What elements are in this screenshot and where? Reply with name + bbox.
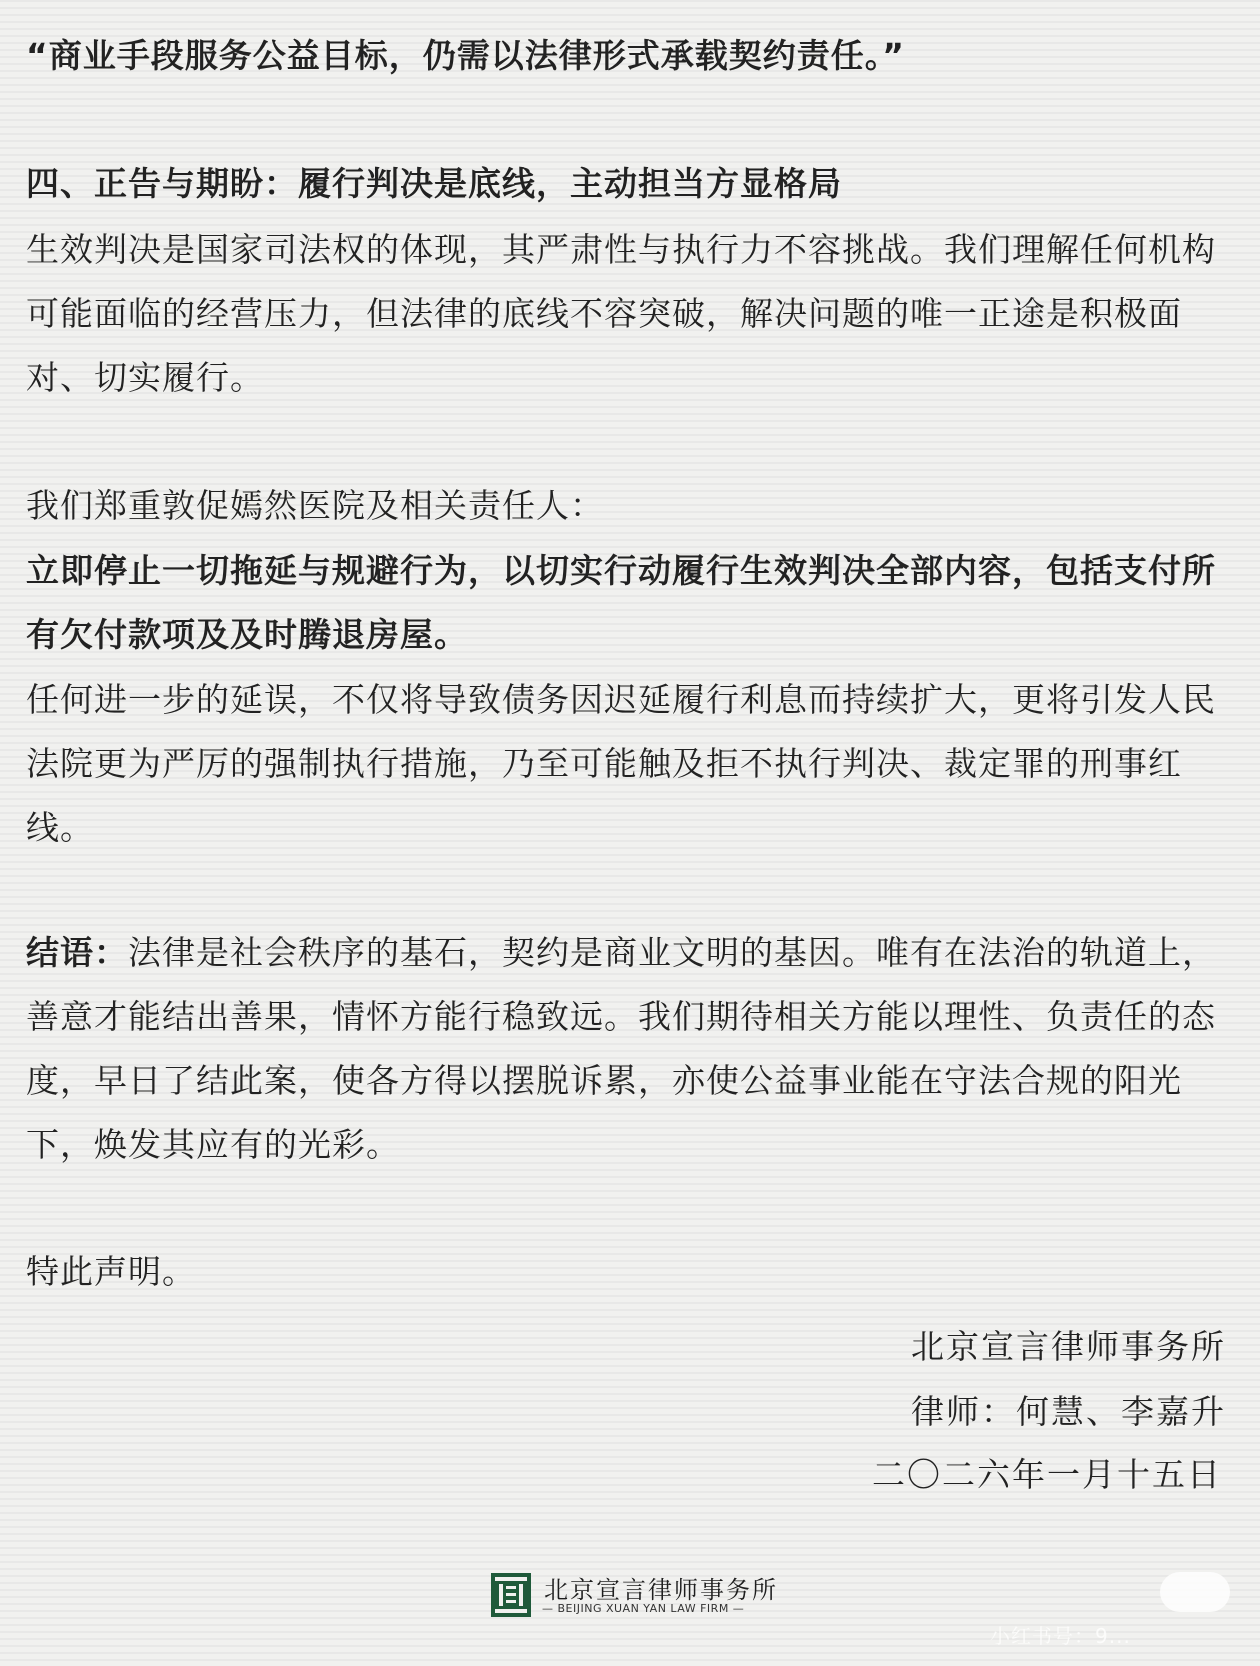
paragraph-warning: 任何进一步的延误，不仅将导致债务因迟延履行利息而持续扩大，更将引发人民法院更为严厉的强制执行措施，乃至可能触及拒不执行判决、裁定罪的刑事红线。 bbox=[26, 680, 1216, 847]
signature-firm: 北京宣言律师事务所 bbox=[911, 1327, 1226, 1366]
conclusion-body: 法律是社会秩序的基石，契约是商业文明的基因。唯有在法治的轨道上，善意才能结出善果，情怀方能行稳致远。我们期待相关方能以理性、负责任的态度，早日了结此案，使各方得以摆脱诉累，亦使公益事业能在守法合规的阳光下，焕发其应有的光彩。 bbox=[26, 933, 1216, 1164]
footer-firm-name-cn: 北京宣言律师事务所 bbox=[544, 1576, 778, 1604]
footer-firm-name-en: — BEIJING XUAN YAN LAW FIRM — bbox=[542, 1602, 745, 1615]
watermark-badge-icon bbox=[1160, 1572, 1230, 1612]
quote-text: “商业手段服务公益目标，仍需以法律形式承载契约责任。” bbox=[26, 36, 905, 75]
watermark-text: 小红书号：9... bbox=[990, 1624, 1131, 1648]
urge-intro: 我们郑重敦促嫣然医院及相关责任人： bbox=[26, 486, 604, 525]
signature-lawyers: 律师：何慧、李嘉升 bbox=[911, 1392, 1226, 1431]
conclusion-label: 结语： bbox=[26, 933, 128, 972]
urge-demand: 立即停止一切拖延与规避行为，以切实行动履行生效判决全部内容，包括支付所有欠付款项及及时腾退房屋。 bbox=[26, 551, 1216, 654]
paragraph-judgment: 生效判决是国家司法权的体现，其严肃性与执行力不容挑战。我们理解任何机构可能面临的经营压力，但法律的底线不容突破，解决问题的唯一正途是积极面对、切实履行。 bbox=[26, 230, 1216, 397]
footer-logo bbox=[490, 1570, 780, 1620]
end-statement: 特此声明。 bbox=[26, 1252, 196, 1291]
signature-date: 二〇二六年一月十五日 bbox=[872, 1455, 1222, 1494]
section-heading: 四、正告与期盼：履行判决是底线，主动担当方显格局 bbox=[26, 164, 842, 203]
paragraph-conclusion bbox=[26, 921, 1238, 1177]
law-firm-logo-icon bbox=[490, 1572, 532, 1618]
